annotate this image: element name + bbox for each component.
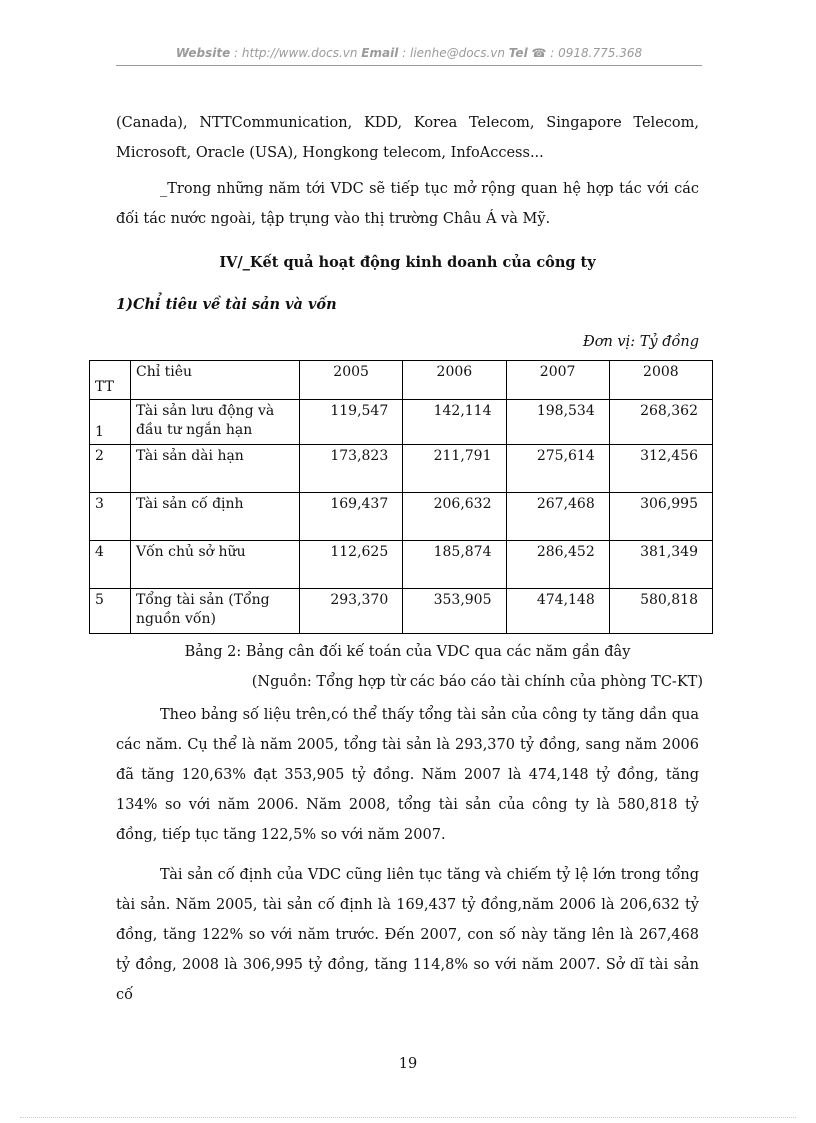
table-cell: 381,349 (609, 541, 712, 589)
paragraph-future-plan: _Trong những năm tới VDC sẽ tiếp tục mở rộng quan hệ hợp tác với các đối tác nước ngoài, tập trụng vào thị trường Châu Á và Mỹ. (116, 181, 699, 227)
table-cell: 2 (90, 445, 131, 493)
table-cell: 142,114 (403, 400, 506, 445)
table-cell: Tài sản dài hạn (131, 445, 300, 493)
table-cell: 173,823 (300, 445, 403, 493)
email-value: : lienhe@docs.vn (398, 46, 509, 60)
paragraph-total-assets: Theo bảng số liệu trên,có thể thấy tổng tài sản của công ty tăng dần qua các năm. Cụ thể là năm 2005, tổng tài sản là 293,370 tỷ đồng, sang năm 2006 đã tăng 120,63% đạt 353,905 tỷ đồng. Năm 2007 là 474,148 tỷ đồng, tăng 134% so với năm 2006. Năm 2008, tổng tài sản của công ty là 580,818 tỷ đồng, tiếp tục tăng 122,5% so với năm 2007. (116, 707, 699, 843)
table-cell: 353,905 (403, 589, 506, 634)
table-caption: Bảng 2: Bảng cân đối kế toán của VDC qua các năm gần đây (184, 644, 631, 660)
table-cell: 1 (90, 400, 131, 445)
paragraph-partners: (Canada), NTTCommunication, KDD, Korea Telecom, Singapore Telecom, Microsoft, Oracle (USA), Hongkong telecom, InfoAccess... (116, 115, 699, 161)
table-row (90, 400, 713, 445)
section-title: IV/_Kết quả hoạt động kinh doanh của công ty (219, 254, 596, 271)
table-cell: 5 (90, 589, 131, 634)
table-header-cell: Chỉ tiêu (131, 361, 300, 400)
table-cell: 3 (90, 493, 131, 541)
table-cell: 267,468 (506, 493, 609, 541)
table-cell: 268,362 (609, 400, 712, 445)
table-cell: 198,534 (506, 400, 609, 445)
table-header-cell: 2005 (300, 361, 403, 400)
table-row (90, 493, 713, 541)
tel-value: : 0918.775.368 (546, 46, 643, 60)
table-header-cell: 2007 (506, 361, 609, 400)
table-cell: 275,614 (506, 445, 609, 493)
table-cell: 185,874 (403, 541, 506, 589)
balance-table (89, 360, 713, 634)
table-cell: 119,547 (300, 400, 403, 445)
table-cell: 4 (90, 541, 131, 589)
table-cell: Tài sản cố định (131, 493, 300, 541)
table-cell: Vốn chủ sở hữu (131, 541, 300, 589)
table-header-cell: 2006 (403, 361, 506, 400)
table-row (90, 589, 713, 634)
table-row (90, 541, 713, 589)
table-header-cell: 2008 (609, 361, 712, 400)
table-cell: Tài sản lưu động và đầu tư ngắn hạn (131, 400, 300, 445)
website-value: : http://www.docs.vn (230, 46, 362, 60)
table-cell: 211,791 (403, 445, 506, 493)
table-header-cell: TT (90, 361, 131, 400)
tel-label: Tel (508, 46, 528, 60)
page-number: 19 (398, 1056, 418, 1072)
table-cell: Tổng tài sản (Tổng nguồn vốn) (131, 589, 300, 634)
table-cell: 306,995 (609, 493, 712, 541)
table-row (90, 445, 713, 493)
table-cell: 293,370 (300, 589, 403, 634)
table-cell: 206,632 (403, 493, 506, 541)
table-cell: 286,452 (506, 541, 609, 589)
page-body (95, 108, 703, 1010)
website-label: Website (175, 46, 231, 60)
table-header-row (90, 361, 713, 400)
email-label: Email (361, 46, 399, 60)
table-cell: 580,818 (609, 589, 712, 634)
paragraph-fixed-assets: Tài sản cố định của VDC cũng liên tục tăng và chiếm tỷ lệ lớn trong tổng tài sản. Năm 2005, tài sản cố định là 169,437 tỷ đồng,năm 2006 là 206,632 tỷ đồng, tăng 122% so với năm trước. Đến 2007, con số này tăng lên là 267,468 tỷ đồng, 2008 là 306,995 tỷ đồng, tăng 114,8% so với năm 2007. Sở dĩ tài sản cố (116, 867, 699, 1003)
table-cell: 474,148 (506, 589, 609, 634)
table-source: (Nguồn: Tổng hợp từ các báo cáo tài chính của phòng TC-KT) (251, 674, 703, 690)
table-cell: 169,437 (300, 493, 403, 541)
table-cell: 312,456 (609, 445, 712, 493)
phone-icon: ☎ (527, 46, 547, 60)
unit-note: Đơn vị: Tỷ đồng (583, 334, 699, 350)
page-header (116, 46, 702, 66)
table-cell: 112,625 (300, 541, 403, 589)
subsection-title: 1)Chỉ tiêu về tài sản và vốn (116, 296, 337, 313)
footer-divider (20, 1117, 796, 1118)
